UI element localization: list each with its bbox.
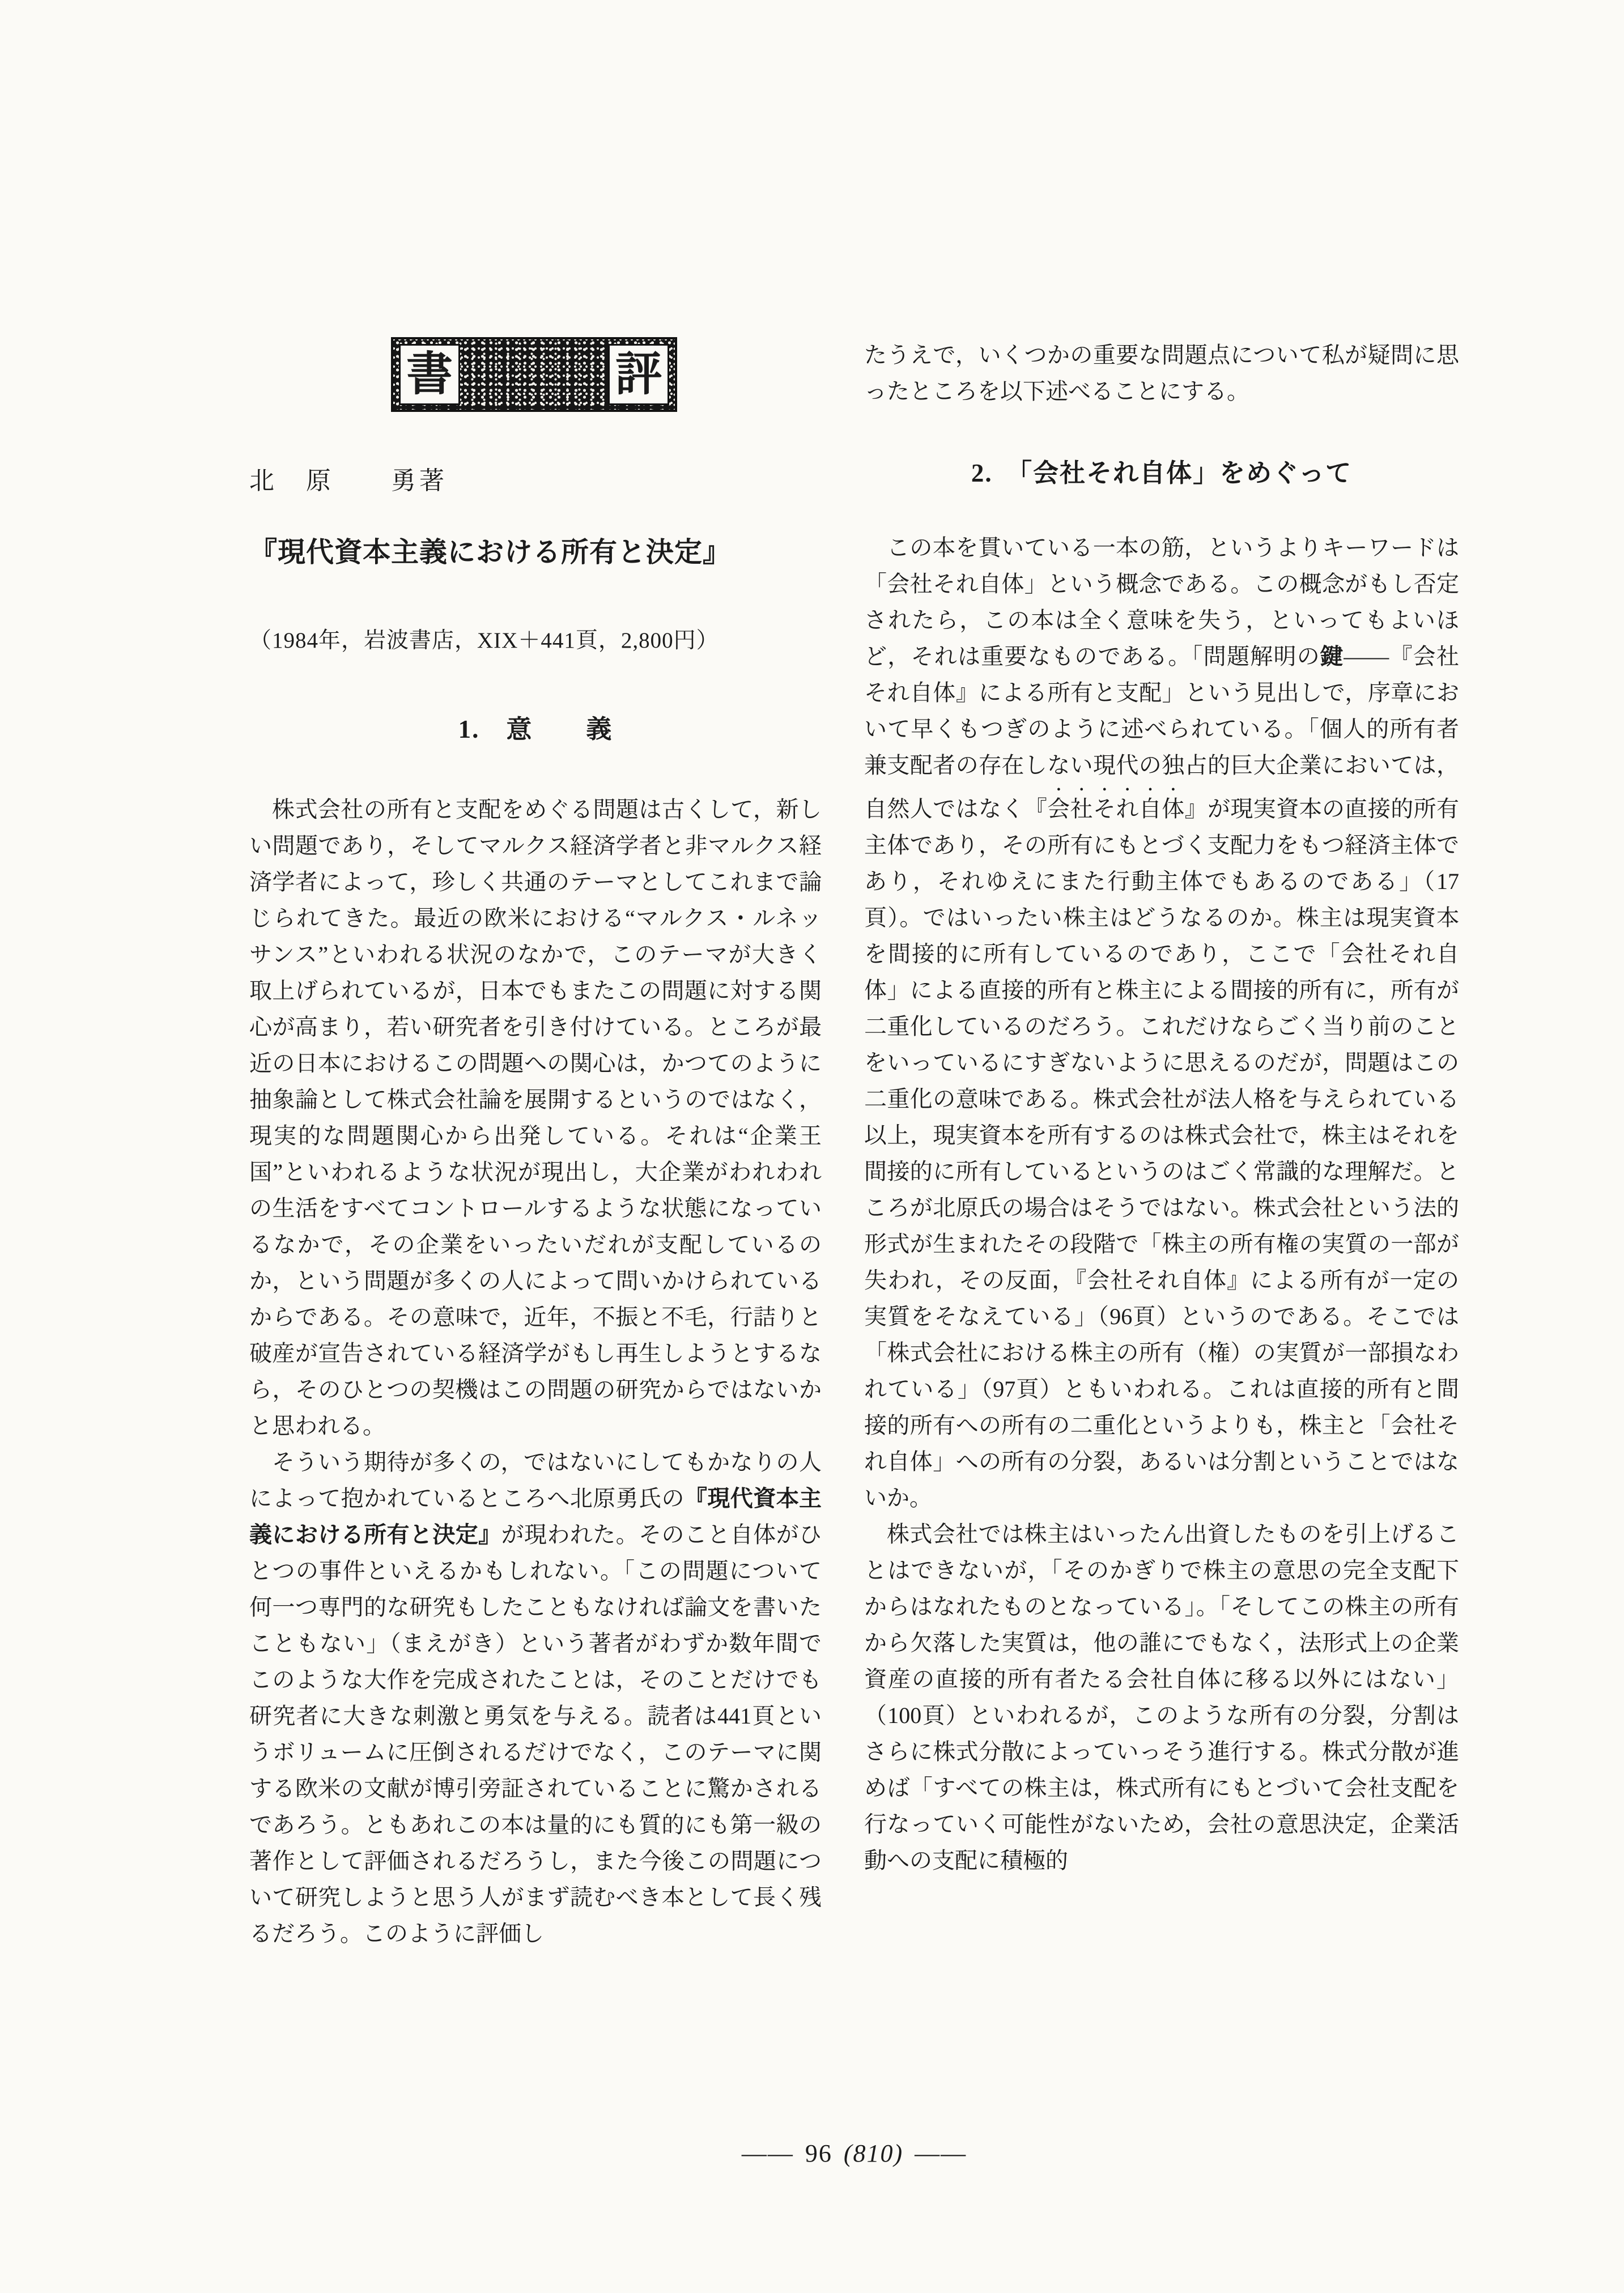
continuation-paragraph: たうえで，いくつかの重要な問題点について私が疑問に思ったところを以下述べることにする。 [864, 342, 1459, 404]
footer-dash-right: —— [915, 2139, 967, 2167]
stamp-char-hyo: 評 [608, 344, 669, 405]
right-column [864, 337, 1459, 1952]
paragraph: この本を貫いている一本の筋，というよりキーワードは「会社それ自体」という概念である。この概念がもし否定されたら，この本は全く意味を失う，といってもよいほど，それは重要なものである。「問題解明の鍵——『会社それ自体』による所有と支配」という見出しで，序章において早くもつぎのように述べられている。「個人的所有者兼支配者の存在しない現代の独占的巨大企業においては，自然人ではなく『会社それ自体』が現実資本の直接的所有主体であり，その所有にもとづく支配力をもつ経済主体であり，それゆえにまた行動主体でもあるのである」（17頁）。ではいったい株主はどうなるのか。株主は現実資本を間接的に所有しているのであり，ここで「会社それ自体」による直接的所有と株主による間接的所有に，所有が二重化しているのだろう。これだけならごく当り前のことをいっているにすぎないように思えるのだが，問題はこの二重化の意味である。株式会社が法人格を与えられている以上，現実資本を所有するのは株式会社で，株主はそれを間接的に所有しているというのはごく常識的な理解だ。ところが北原氏の場合はそうではない。株式会社という法的形式が生まれたその段階で「株主の所有権の実質の一部が失われ，その反面，『会社それ自体』による所有が一定の実質をそなえている」（96頁）というのである。そこでは「株式会社における株主の所有（権）の実質が一部損なわれている」（97頁）ともいわれる。これは直接的所有と間接的所有への所有の二重化というよりも，株主と「会社それ自体」への所有の分裂，あるいは分割ということではないか。 [864, 535, 1460, 1511]
left-column [249, 337, 822, 1952]
section-1-heading: 1. 意 義 [458, 715, 613, 743]
book-review-stamp [391, 337, 677, 412]
two-column-layout [249, 337, 1459, 1952]
paragraph: そういう期待が多くの，ではないにしてもかなりの人によって抱かれているところへ北原勇氏の『現代資本主義における所有と決定』が現われた。そのこと自体がひとつの事件といえるかもしれない。「この問題について何一つ専門的な研究もしたこともなければ論文を書いたこともない」（まえがき）という著者がわずか数年間でこのような大作を完成されたことは，そのことだけでも研究者に大きな刺激と勇気を与える。読者は441頁というボリュームに圧倒されるだけでなく，このテーマに関する欧米の文献が博引旁証されていることに驚かされるであろう。ともあれこの本は量的にも質的にも第一級の著作として評価されるだろうし，また今後この問題について研究しようと思う人がまず読むべき本として長く残るだろう。このように評価し [249, 1449, 822, 1946]
paragraph: 株式会社では株主はいったん出資したものを引上げることはできないが，「そのかぎりで株主の意思の完全支配下からはなれたものとなっている」。「そしてこの株主の所有から欠落した実質は，他の誰にでもなく，法形式上の企業資産の直接的所有者たる会社自体に移る以外にはない」（100頁）といわれるが，このような所有の分裂，分割はさらに株式分散によっていっそう進行する。株式分散が進めば「すべての株主は，株式所有にもとづいて会社支配を行なっていく可能性がないため，会社の意思決定，企業活動への支配に積極的 [864, 1521, 1459, 1873]
page-number: 96 [805, 2139, 832, 2167]
footer-dash-left: —— [741, 2139, 794, 2167]
publication-info: （1984年，岩波書店，XIX＋441頁，2,800円） [249, 628, 719, 653]
paragraph: 株式会社の所有と支配をめぐる問題は古くして，新しい問題であり，そしてマルクス経済学者と非マルクス経済学者によって，珍しく共通のテーマとしてこれまで論じられてきた。最近の欧米における“マルクス・ルネッサンス”といわれる状況のなかで，このテーマが大きく取上げられているが，日本でもまたこの問題に対する関心が高まり，若い研究者を引き付けている。ところが最近の日本におけるこの問題への関心は，かつてのように抽象論として株式会社論を展開するというのではなく，現実的な問題関心から出発している。それは“企業王国”といわれるような状況が現出し，大企業がわれわれの生活をすべてコントロールするような状態になっているなかで，その企業をいったいだれが支配しているのか，という問題が多くの人によって問いかけられているからである。その意味で，近年，不振と不毛，行詰りと破産が宣告されている経済学がもし再生しようとするなら，そのひとつの契機はこの問題の研究からではないかと思われる。 [249, 797, 822, 1439]
page-footer [249, 2139, 1459, 2168]
stamp-pattern [460, 343, 608, 406]
stamp-char-sho: 書 [399, 344, 460, 405]
issue-number: (810) [843, 2139, 904, 2167]
book-title: 『現代資本主義における所有と決定』 [249, 537, 732, 568]
section-2-heading: 2. 「会社それ自体」をめぐって [971, 459, 1353, 487]
author-line: 北 原 勇著 [249, 467, 448, 495]
